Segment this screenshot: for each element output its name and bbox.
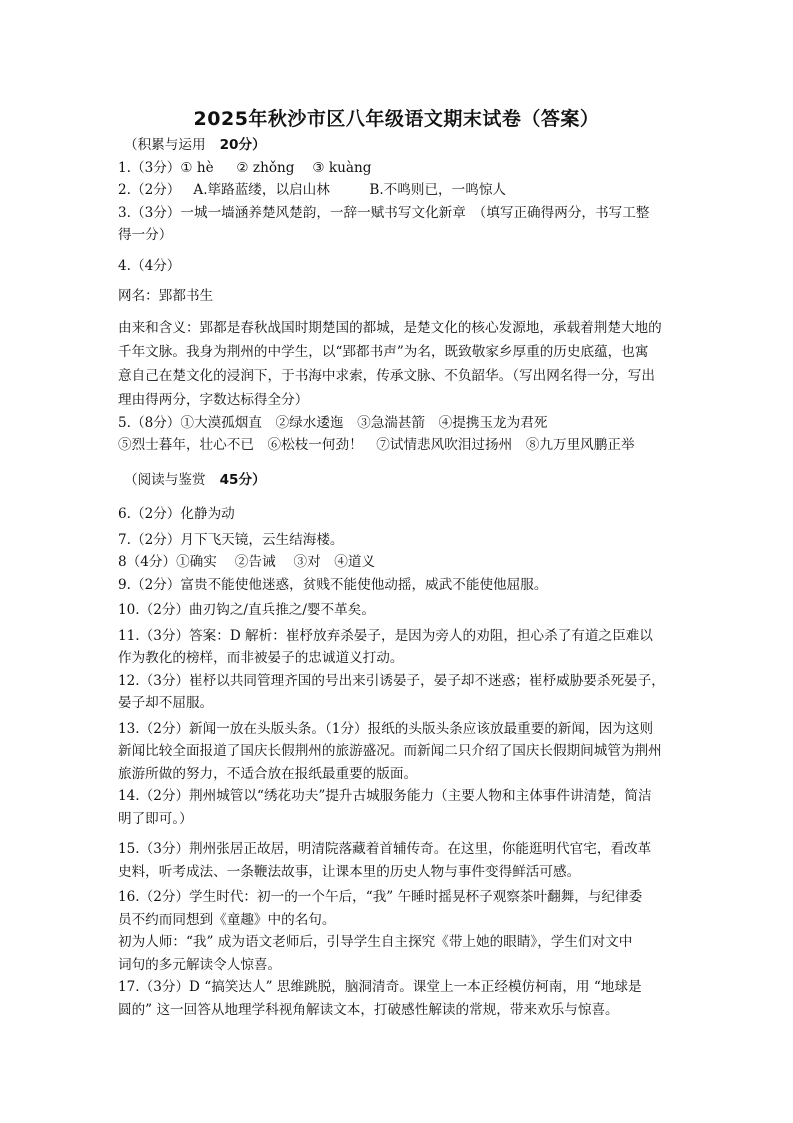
answer-q16: 16.（2分）学生时代：初一的一个午后，“我” 午睡时摇晃杯子观察茶叶翻舞，与纪律委 员不约而同想到《童趣》中的名句。 初为人师：“我” 成为语文老师后，引导学生自主探究《带上她的眼睛》，学生们对文中 词句的多元解读令人惊喜。 [118,889,643,973]
answer-q1: 1.（3分）① hè ② zhǒng ③ kuàng [118,159,372,176]
section-header-reading: （阅读与鉴赏 45分） [124,471,266,488]
page-title: 2025年秋沙市区八年级语文期末试卷（答案） [193,108,600,130]
answer-q2: 2.（2分） A.筚路蓝缕，以启山林 B.不鸣则已，一鸣惊人 [118,182,507,198]
answer-q5: 5.（8分）①大漠孤烟直 ②绿水逶迤 ③急湍甚箭 ④提携玉龙为君死 ⑤烈士暮年，壮心不已 ⑥松枝一何劲！ ⑦试情悲风吹泪过扬州 ⑧九万里风鹏正举 [118,414,635,453]
answer-q7: 7.（2分）月下飞天镜，云生结海楼。 [118,531,344,548]
answer-q17: 17.（3分）D “搞笑达人” 思维跳脱，脑洞清奇。课堂上一本正经模仿柯南，用 “地球是 圆的” 这一回答从地理学科视角解读文本，打破感性解读的常规，带来欢乐与惊喜。 [118,979,642,1018]
answer-q14: 14.（2分）荆州城管以“绣花功夫”提升古城服务能力（主要人物和主体事件讲清楚，简洁 明了即可。） [118,788,652,827]
answer-q13: 13.（2分）新闻一放在头版头条。（1分）报纸的头版头条应该放最重要的新闻，因为这则 新闻比较全面报道了国庆长假荆州的旅游盛况。而新闻二只介绍了国庆长假期间城管为荆州 旅游所做的努力，不适合放在报纸最重要的版面。 [118,720,662,782]
answer-q11: 11.（3分）答案：D 解析：崔杼放弃杀晏子，是因为旁人的劝阻，担心杀了有道之臣难以 作为教化的榜样，而非被晏子的忠诚道义打动。 [118,627,653,666]
answer-q4-text: 由来和含义：郢都是春秋战国时期楚国的都城，是楚文化的核心发源地，承载着荆楚大地的 千年文脉。我身为荆州的中学生，以“郢都书声”为名，既致敬家乡厚重的历史底蕴，也寓 意自己在楚文化的浸润下，于书海中求索，传承文脉、不负韶华。（写出网名得一分，写出 理由得两分，字数达标得全分） [118,319,662,408]
answer-q12: 12.（3分）崔杼以共同管理齐国的号出来引诱晏子，晏子却不迷惑；崔杼威胁要杀死晏子， 晏子却不屈服。 [118,672,665,711]
answer-q15: 15.（3分）荆州张居正故居，明清院落藏着首辅传奇。在这里，你能逛明代官宅，看改革 史料，听考成法、一条鞭法故事，让课本里的历史人物与事件变得鲜活可感。 [118,841,652,880]
answer-q8: 8（4分）①确实 ②告诫 ③对 ④道义 [118,554,376,570]
answer-q10: 10.（2分）曲刃钩之/直兵推之/婴不革矣。 [118,602,375,618]
answer-q3: 3.（3分）一城一墙涵养楚风楚韵，一辞一赋书写文化新章 （填写正确得两分，书写工整 得一分） [118,204,650,243]
section-header-accumulation: （积累与运用 20分） [124,137,266,153]
answer-body [118,134,678,1021]
answer-q4-name: 网名：郢都书生 [118,288,214,304]
answer-q4-head: 4.（4分） [118,257,181,274]
answer-q6: 6.（2分）化静为动 [118,506,235,522]
answer-q9: 9.（2分）富贵不能使他迷惑，贫贱不能使他动摇，威武不能使他屈服。 [118,576,548,593]
